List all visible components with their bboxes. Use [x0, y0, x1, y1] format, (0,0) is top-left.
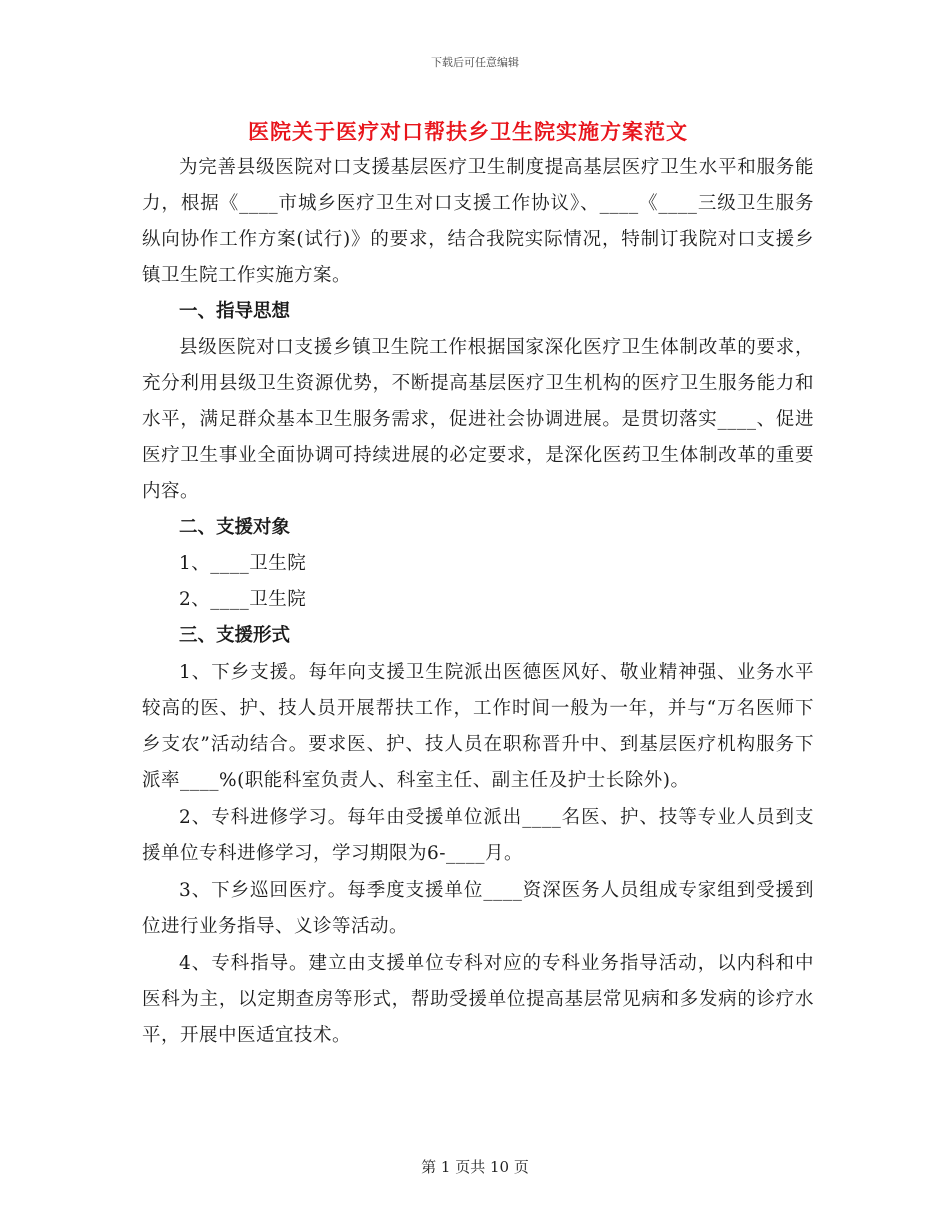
section-heading-support-forms: 三、支援形式	[179, 625, 291, 646]
intro-paragraph: 为完善县级医院对口支援基层医疗卫生制度提高基层医疗卫生水平和服务能力，根据《____市城乡医疗卫生对口支援工作协议》、____《____三级卫生服务纵向协作工作方案(试行)》的要求，结合我院实际情况，特制订我院对口支援乡镇卫生院工作实施方案。	[142, 157, 814, 286]
page-number: 第 1 页共 10 页	[421, 1158, 529, 1176]
document-body	[142, 150, 814, 1054]
header-note: 下载后可任意编辑	[431, 56, 519, 69]
support-target-item: 2、____卫生院	[179, 589, 307, 610]
guiding-thought-paragraph: 县级医院对口支援乡镇卫生院工作根据国家深化医疗卫生体制改革的要求，充分利用县级卫生资源优势，不断提高基层医疗卫生机构的医疗卫生服务能力和水平，满足群众基本卫生服务需求，促进社会协调进展。是贯切落实____、促进医疗卫生事业全面协调可持续进展的必定要求，是深化医药卫生体制改革的重要内容。	[142, 337, 814, 502]
support-target-item: 1、____卫生院	[179, 553, 307, 574]
support-form-item: 4、专科指导。建立由支援单位专科对应的专科业务指导活动，以内科和中医科为主，以定期查房等形式，帮助受援单位提高基层常见病和多发病的诊疗水平，开展中医适宜技术。	[142, 953, 814, 1046]
support-form-item: 3、下乡巡回医疗。每季度支援单位____资深医务人员组成专家组到受援到位进行业务指导、义诊等活动。	[142, 880, 814, 937]
support-form-item: 1、下乡支援。每年向支援卫生院派出医德医风好、敬业精神强、业务水平较高的医、护、技人员开展帮扶工作，工作时间一般为一年，并与“万名医师下乡支农”活动结合。要求医、护、技人员在职称晋升中、到基层医疗机构服务下派率____%(职能科室负责人、科室主任、副主任及护士长除外)。	[142, 662, 814, 791]
section-heading-support-targets: 二、支援对象	[179, 517, 291, 538]
support-form-item: 2、专科进修学习。每年由受援单位派出____名医、护、技等专业人员到支援单位专科进修学习，学习期限为6-____月。	[142, 807, 814, 864]
document-title: 医院关于医疗对口帮扶乡卫生院实施方案范文	[248, 119, 688, 144]
section-heading-guiding-thought: 一、指导思想	[179, 301, 291, 322]
